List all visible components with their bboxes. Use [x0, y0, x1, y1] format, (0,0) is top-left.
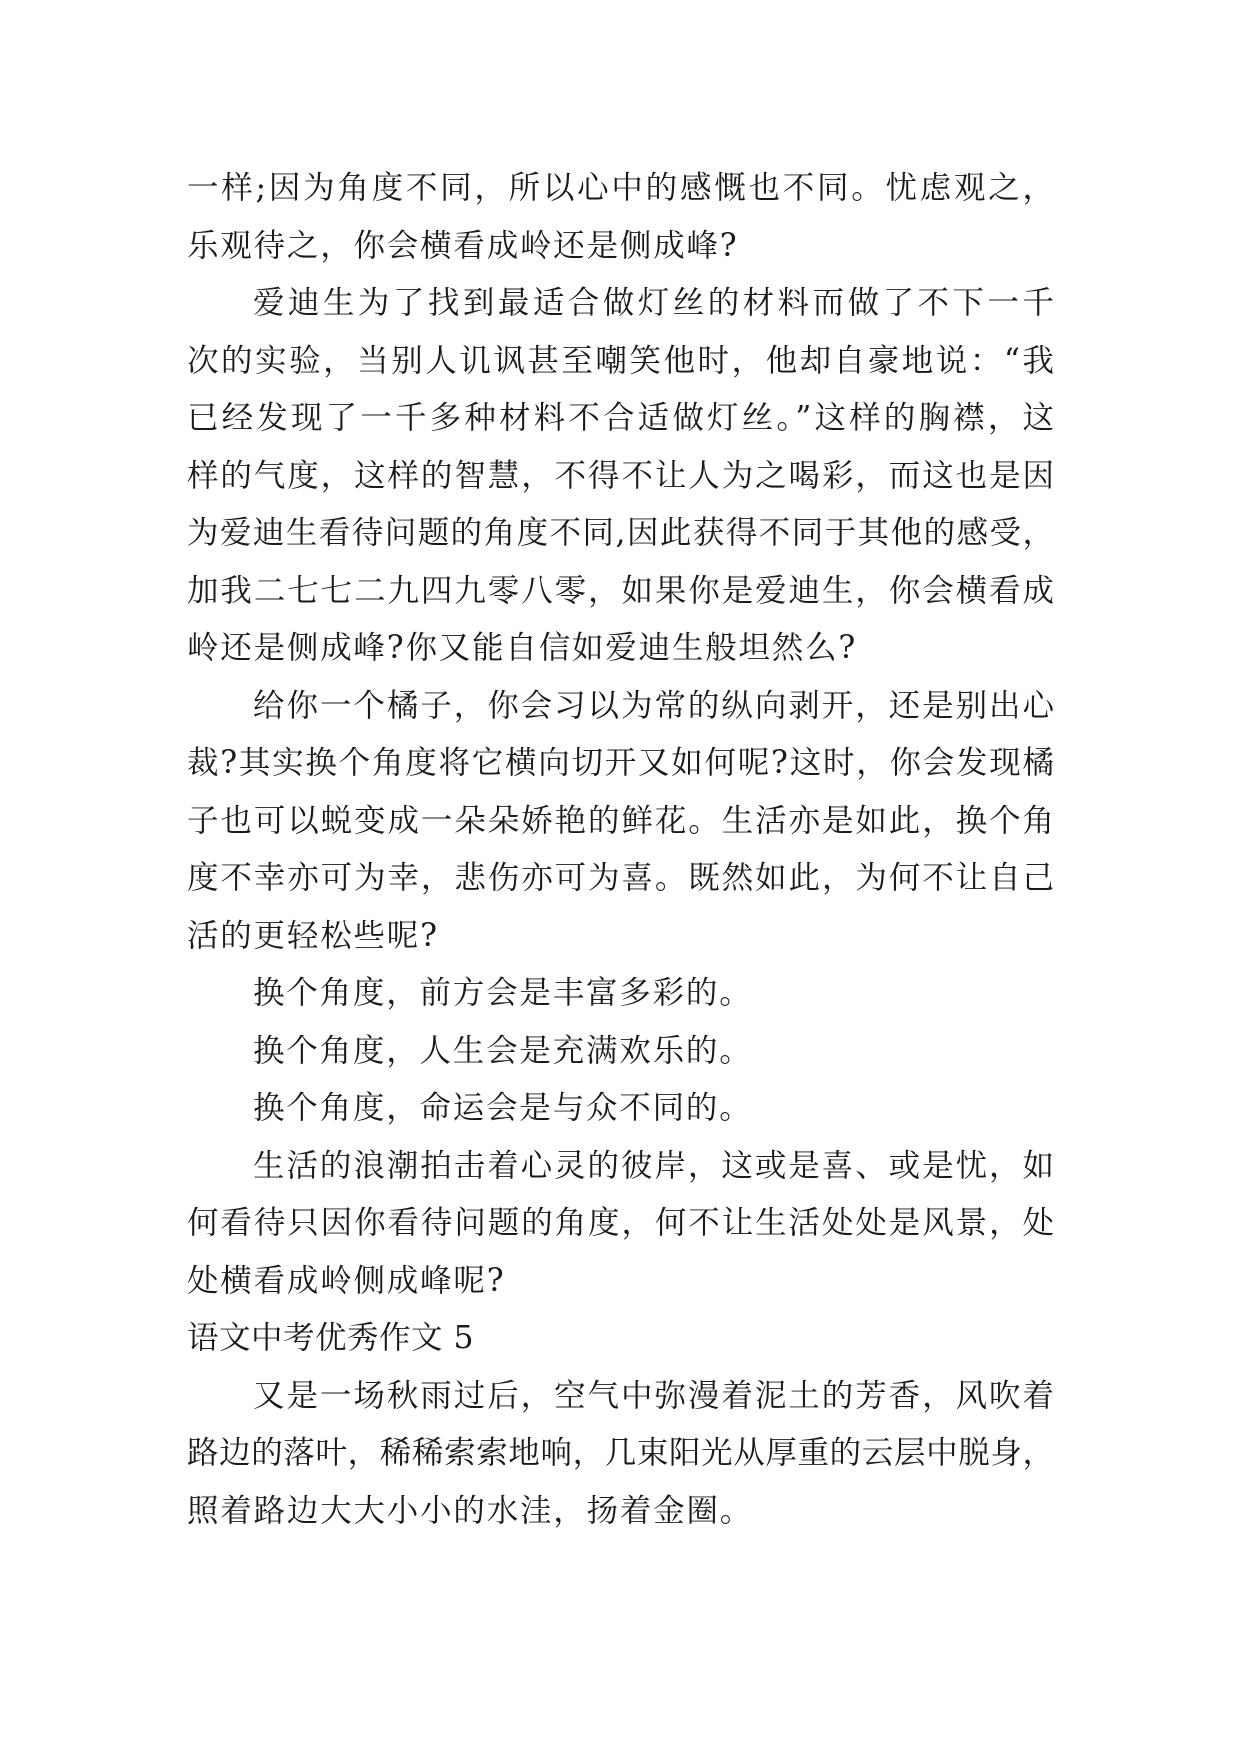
text-line: 路边的落叶，稀稀索索地响，几束阳光从厚重的云层中脱身， — [187, 1435, 1054, 1471]
text-line: 加我二七七二九四九零八零，如果你是爱迪生，你会横看成 — [187, 572, 1054, 609]
text-line: 一样;因为角度不同，所以心中的感慨也不同。忧虑观之， — [187, 170, 1054, 206]
text-line: 已经发现了一千多种材料不合适做灯丝。”这样的胸襟，这 — [187, 400, 1054, 436]
text-line: 样的气度，这样的智慧，不得不让人为之喝彩，而这也是因 — [187, 457, 1054, 494]
text-line: 又是一场秋雨过后，空气中弥漫着泥土的芳香，风吹着 — [253, 1377, 1054, 1414]
text-line: 度不幸亦可为幸，悲伤亦可为喜。既然如此，为何不让自己 — [187, 860, 1054, 896]
text-line: 子也可以蜕变成一朵朵娇艳的鲜花。生活亦是如此，换个角 — [187, 802, 1054, 839]
paragraph — [187, 1368, 1054, 1541]
paragraph — [187, 275, 1054, 678]
text-line: 处横看成岭侧成峰呢? — [187, 1262, 506, 1299]
text-line: 换个角度，人生会是充满欢乐的。 — [253, 1032, 753, 1069]
paragraph — [187, 1080, 1054, 1138]
text-line: 为爱迪生看待问题的角度不同,因此获得不同于其他的感受， — [187, 515, 1054, 551]
text-line: 活的更轻松些呢? — [187, 917, 439, 954]
text-line: 生活的浪潮拍击着心灵的彼岸，这或是喜、或是忧，如 — [253, 1147, 1054, 1184]
text-line: 何看待只因你看待问题的角度，何不让生活处处是风景，处 — [187, 1205, 1054, 1241]
text-line: 爱迪生为了找到最适合做灯丝的材料而做了不下一千 — [253, 285, 1054, 321]
paragraph — [187, 1138, 1054, 1311]
paragraph — [187, 678, 1054, 966]
text-line: 给你一个橘子，你会习以为常的纵向剥开，还是别出心 — [253, 687, 1054, 724]
text-line: 换个角度，前方会是丰富多彩的。 — [253, 975, 753, 1011]
document-body — [187, 160, 1054, 1540]
text-line: 换个角度，命运会是与众不同的。 — [253, 1090, 753, 1126]
paragraph — [187, 1023, 1054, 1081]
text-line: 次的实验，当别人讥讽甚至嘲笑他时，他却自豪地说：“我 — [187, 342, 1054, 379]
text-line: 岭还是侧成峰?你又能自信如爱迪生般坦然么? — [187, 630, 858, 666]
text-line: 裁?其实换个角度将它横向切开又如何呢?这时，你会发现橘 — [187, 745, 1054, 781]
text-line: 照着路边大大小小的水洼，扬着金圈。 — [187, 1492, 754, 1529]
section-heading: 语文中考优秀作文 5 — [187, 1320, 475, 1356]
text-line: 乐观待之，你会横看成岭还是侧成峰? — [187, 227, 739, 264]
paragraph — [187, 965, 1054, 1023]
paragraph — [187, 160, 1054, 275]
